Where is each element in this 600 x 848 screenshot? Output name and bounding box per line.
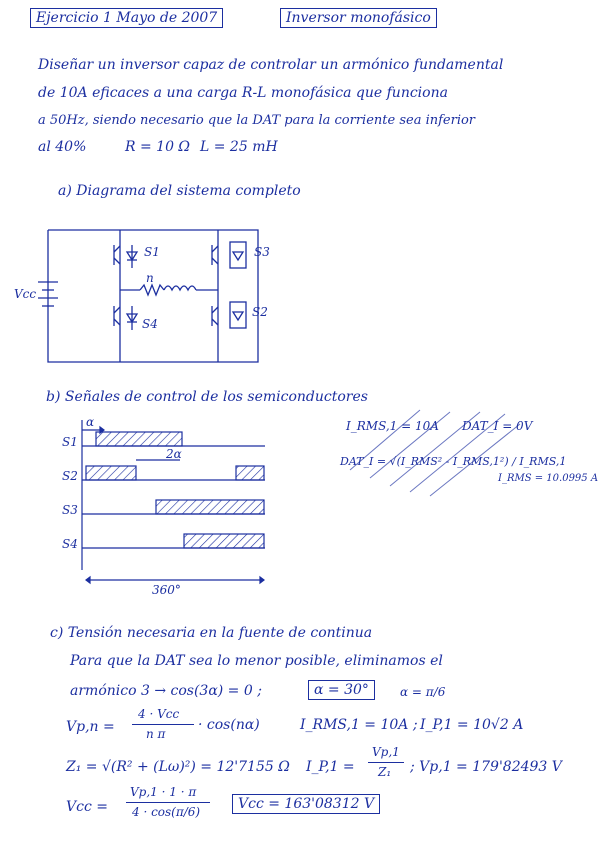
statement-line-4: al 40%: [38, 139, 87, 155]
period-label: 360°: [152, 583, 181, 597]
node-n-label: n: [146, 271, 154, 285]
s3-label: S3: [254, 245, 270, 259]
s4-pulse: [184, 534, 264, 548]
vcc-denominator: 4 · cos(π/6): [132, 805, 201, 819]
note-dat-value: DAT_I = 0V: [462, 419, 533, 433]
alpha-label: α: [86, 415, 95, 429]
statement-l: L = 25 mH: [200, 139, 278, 155]
statement-line-3: a 50Hz, siendo necesario que la DAT para la corriente sea inferior: [38, 113, 476, 128]
s2-label: S2: [252, 305, 268, 319]
alpha-rad: α = π/6: [400, 685, 446, 699]
vp-numerator: 4 · Vcc: [138, 707, 180, 721]
row-label-s1: S1: [62, 435, 78, 449]
s1-label: S1: [144, 245, 160, 259]
vcc-numerator: Vp,1 · 1 · π: [130, 785, 197, 799]
row-label-s4: S4: [62, 537, 78, 551]
part-c-line-1: Para que la DAT sea lo menor posible, eliminamos el: [70, 653, 443, 669]
part-b-title: b) Señales de control de los semiconductores: [46, 389, 368, 405]
note-irms1: I_RMS,1 = 10A: [346, 419, 439, 433]
ip-denominator: Z₁: [378, 765, 392, 779]
vcc-formula-label: Vcc =: [66, 799, 108, 815]
row-label-s3: S3: [62, 503, 78, 517]
vp-tail: · cos(nα): [198, 717, 260, 733]
row-label-s2: S2: [62, 469, 78, 483]
vcc-label: Vcc: [14, 287, 37, 301]
vcc-fraction-bar: [126, 802, 210, 803]
part-c-line-2: armónico 3 → cos(3α) = 0 ;: [70, 683, 262, 699]
note-irms: I_RMS = 10.0995 A: [498, 473, 599, 484]
s1-pulse: [96, 432, 182, 446]
vp-fraction-bar: [132, 724, 194, 725]
vp1-value: ; Vp,1 = 179'82493 V: [410, 759, 562, 775]
ip-fraction-bar: [368, 762, 404, 763]
ip-numerator: Vp,1: [372, 745, 400, 759]
s3-pulse: [156, 500, 264, 514]
statement-r: R = 10 Ω: [125, 139, 191, 155]
statement-line-1: Diseñar un inversor capaz de controlar un armónico fundamental: [38, 57, 504, 73]
two-alpha-label: 2α: [166, 447, 182, 461]
vcc-result: Vcc = 163'08312 V: [232, 794, 380, 814]
impedance-formula: Z₁ = √(R² + (Lω)²) = 12'7155 Ω: [66, 759, 290, 775]
vp-denominator: n π: [146, 727, 166, 741]
statement-line-2: de 10A eficaces a una carga R-L monofásica que funciona: [38, 85, 448, 101]
vp-label: Vp,n =: [66, 719, 115, 735]
s4-label: S4: [142, 317, 158, 331]
note-dat-formula: DAT_I = √(I_RMS² - I_RMS,1²) / I_RMS,1: [340, 455, 567, 468]
s2-pulse-b: [236, 466, 264, 480]
alpha-result: α = 30°: [308, 680, 375, 700]
part-c-title: c) Tensión necesaria en la fuente de continua: [50, 625, 373, 641]
s2-pulse-a: [86, 466, 136, 480]
part-a-title: a) Diagrama del sistema completo: [58, 183, 301, 199]
header-date: Ejercicio 1 Mayo de 2007: [30, 8, 223, 28]
ip-label: I_P,1 =: [306, 759, 355, 775]
irms1-value: I_RMS,1 = 10A ;: [300, 717, 418, 733]
ip1-value: I_P,1 = 10√2 A: [420, 717, 524, 733]
header-title: Inversor monofásico: [280, 8, 437, 28]
